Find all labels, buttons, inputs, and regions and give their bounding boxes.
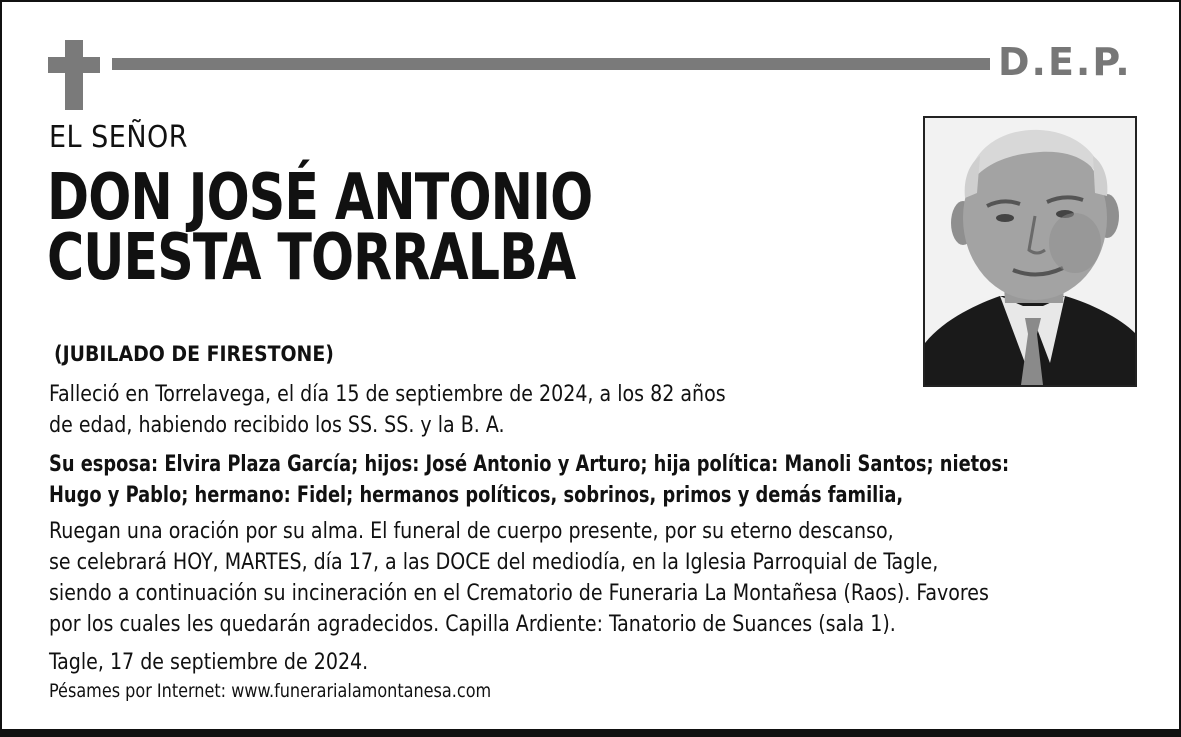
place-date: Tagle, 17 de septiembre de 2024. bbox=[49, 649, 369, 675]
death-notice-line: de edad, habiendo recibido los SS. SS. y la B. A. bbox=[49, 412, 505, 438]
family-line: Hugo y Pablo; hermano: Fidel; hermanos políticos, sobrinos, primos y demás familia, bbox=[49, 482, 904, 508]
dep-label: D.E.P. bbox=[998, 40, 1132, 84]
honorific: EL SEÑOR bbox=[49, 120, 189, 155]
condolences-web: Pésames por Internet: www.funerarialamontanesa.com bbox=[49, 680, 492, 702]
name-line-2: CUESTA TORRALBA bbox=[47, 221, 576, 295]
family-text bbox=[49, 449, 1009, 511]
funeral-line: se celebrará HOY, MARTES, día 17, a las DOCE del mediodía, en la Iglesia Parroquial de Tagle, bbox=[49, 549, 939, 575]
funeral-line: Ruegan una oración por su alma. El funeral de cuerpo presente, por su eterno descanso, bbox=[49, 518, 894, 544]
portrait-image bbox=[925, 118, 1135, 385]
header-rule bbox=[112, 58, 990, 70]
death-notice-line: Falleció en Torrelavega, el día 15 de septiembre de 2024, a los 82 años bbox=[49, 381, 726, 407]
name-line-1: DON JOSÉ ANTONIO bbox=[47, 161, 593, 235]
funeral-line: siendo a continuación su incineración en el Crematorio de Funeraria La Montañesa (Raos). Favores bbox=[49, 580, 989, 606]
funeral-text bbox=[49, 516, 989, 640]
deceased-name bbox=[47, 161, 593, 295]
funeral-line: por los cuales les quedarán agradecidos. Capilla Ardiente: Tanatorio de Suances (sala 1). bbox=[49, 611, 896, 637]
death-notice-text bbox=[49, 379, 726, 441]
cross-icon bbox=[48, 40, 100, 110]
family-line: Su esposa: Elvira Plaza García; hijos: José Antonio y Arturo; hija política: Manoli Santos; nietos: bbox=[49, 451, 1010, 477]
occupation: (JUBILADO DE FIRESTONE) bbox=[54, 342, 334, 366]
portrait-photo bbox=[923, 116, 1137, 387]
